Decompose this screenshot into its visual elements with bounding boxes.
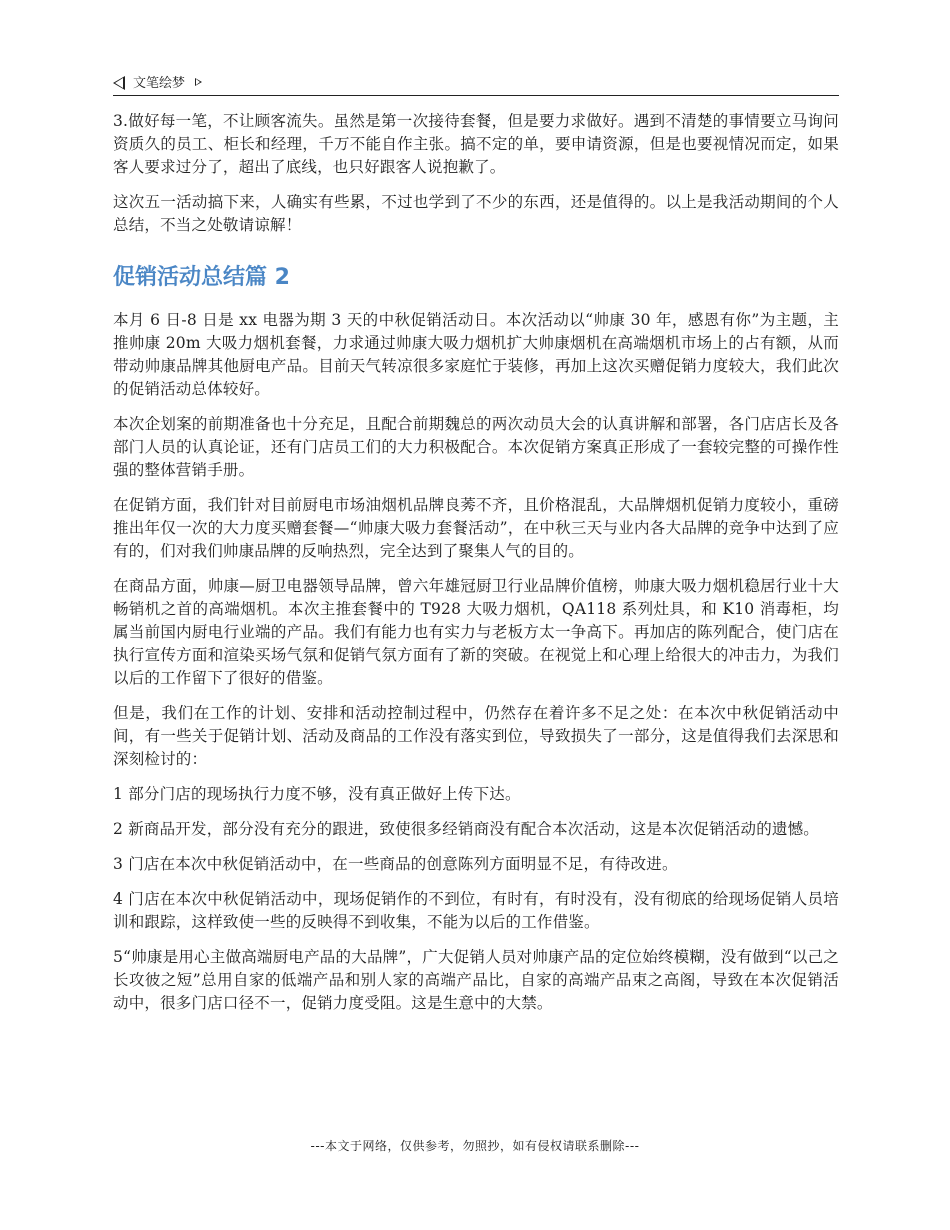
paragraph: 3.做好每一笔，不让顾客流失。虽然是第一次接待套餐，但是要力求做好。遇到不清楚的事情要立马询问资质久的员工、柜长和经理，千万不能自作主张。搞不定的单，要申请资源，但是也要视情况而定，如果客人要求过分了，超出了底线，也只好跟客人说抱歉了。 [113, 112, 839, 176]
page-header [113, 66, 839, 96]
paragraph: 本次企划案的前期准备也十分充足，且配合前期魏总的两次动员大会的认真讲解和部署，各门店店长及各部门人员的认真论证，还有门店员工们的大力积极配合。本次促销方案真正形成了一套较完整的可操作性强的整体营销手册。 [113, 415, 839, 479]
list-item: 1 部分门店的现场执行力度不够，没有真正做好上传下达。 [113, 785, 521, 803]
list-item: 5“帅康是用心主做高端厨电产品的大品牌”，广大促销人员对帅康产品的定位始终模糊，没有做到“以己之长攻彼之短”总用自家的低端产品和别人家的高端产品比，自家的高端产品束之高阁，导致在本次促销活动中，很多门店口径不一，促销力度受阻。这是生意中的大禁。 [113, 948, 839, 1012]
list-item: 3 门店在本次中秋促销活动中，在一些商品的创意陈列方面明显不足，有待改进。 [113, 855, 678, 873]
paragraph: 这次五一活动搞下来，人确实有些累，不过也学到了不少的东西，还是值得的。以上是我活动期间的个人总结，不当之处敬请谅解！ [113, 193, 839, 234]
document-body [113, 110, 839, 1027]
paragraph: 在促销方面，我们针对目前厨电市场油烟机品牌良莠不齐，且价格混乱，大品牌烟机促销力度较小，重磅推出年仅一次的大力度买赠套餐—“帅康大吸力套餐活动”，在中秋三天与业内各大品牌的竞争中达到了应有的，们对我们帅康品牌的反响热烈，完全达到了聚集人气的目的。 [113, 496, 839, 560]
list-item: 2 新商品开发，部分没有充分的跟进，致使很多经销商没有配合本次活动，这是本次促销活动的遗憾。 [113, 820, 819, 838]
triangle-left-icon [113, 76, 125, 90]
paragraph: 在商品方面，帅康—厨卫电器领导品牌，曾六年雄冠厨卫行业品牌价值榜，帅康大吸力烟机稳居行业十大畅销机之首的高端烟机。本次主推套餐中的 T928 大吸力烟机，QA118 系列灶具，和 K10 消毒柜，均属当前国内厨电行业端的产品。我们有能力也有实力与老板方太一争高下。再加店的陈列配合，使门店在执行宣传方面和渲染买场气氛和促销气氛方面有了新的突破。在视觉上和心理上给很大的冲击力，为我们以后的工作留下了很好的借鉴。 [113, 577, 839, 687]
paragraph: 本月 6 日-8 日是 xx 电器为期 3 天的中秋促销活动日。本次活动以“帅康 30 年，感恩有你”为主题，主推帅康 20m 大吸力烟机套餐，力求通过帅康大吸力烟机扩大帅康烟机在高端烟机市场上的占有额，从而带动帅康品牌其他厨电产品。目前天气转凉很多家庭忙于装修，再加上这次买赠促销力度较大，我们此次的促销活动总体较好。 [113, 311, 839, 398]
triangle-right-icon [195, 78, 202, 86]
header-brand: 文笔绘梦 [133, 76, 186, 91]
page-footer: ---本文于网络，仅供参考，勿照抄，如有侵权请联系删除--- [310, 1139, 640, 1153]
paragraph: 但是，我们在工作的计划、安排和活动控制过程中，仍然存在着许多不足之处：在本次中秋促销活动中间，有一些关于促销计划、活动及商品的工作没有落实到位，导致损失了一部分，这是值得我们去深思和深刻检讨的： [113, 704, 839, 768]
section-heading: 促销活动总结篇 2 [113, 265, 290, 290]
list-item: 4 门店在本次中秋促销活动中，现场促销作的不到位，有时有，有时没有，没有彻底的给现场促销人员培训和跟踪，这样致使一些的反映得不到收集，不能为以后的工作借鉴。 [113, 890, 839, 931]
